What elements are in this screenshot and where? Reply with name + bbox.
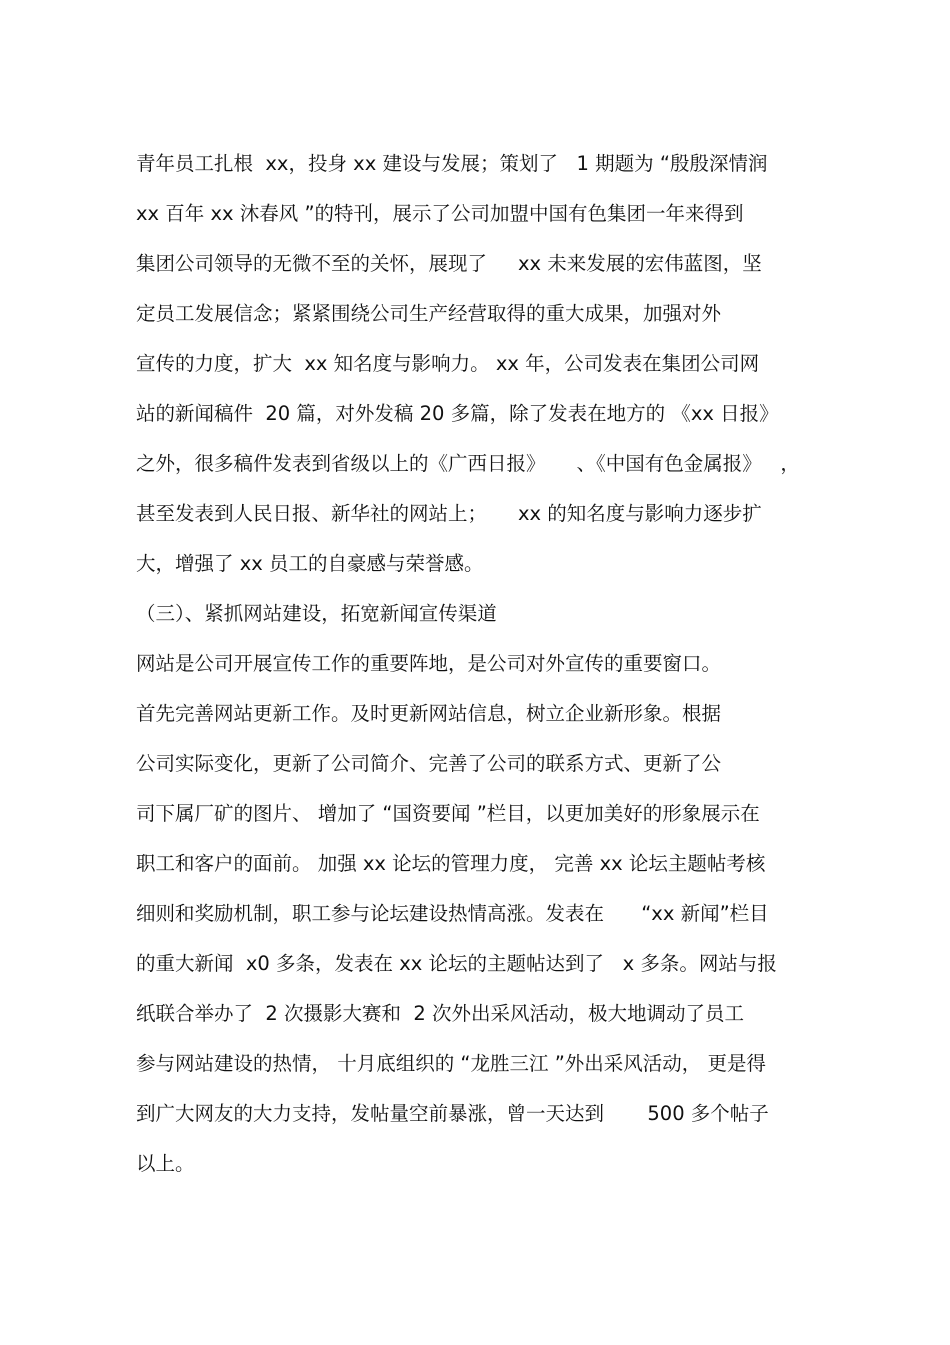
text-line: 司下属厂矿的图片、 增加了 “国资要闻 ”栏目，以更加美好的形象展示在 — [136, 802, 760, 825]
text-line: 细则和奖励机制，职工参与论坛建设热情高涨。发表在 “xx 新闻”栏目 — [136, 902, 769, 925]
text-line: 站的新闻稿件 20 篇，对外发稿 20 多篇，除了发表在地方的 《xx 日报》 — [136, 402, 779, 425]
text-line: 以上。 — [136, 1152, 195, 1175]
text-line: 青年员工扎根 xx，投身 xx 建设与发展；策划了 1 期题为 “殷殷深情润 — [136, 152, 768, 175]
text-line: 集团公司领导的无微不至的关怀，展现了 xx 未来发展的宏伟蓝图，坚 — [136, 252, 762, 275]
text-line: 定员工发展信念；紧紧围绕公司生产经营取得的重大成果，加强对外 — [136, 302, 722, 325]
text-line: 甚至发表到人民日报、新华社的网站上； xx 的知名度与影响力逐步扩 — [136, 502, 762, 525]
text-line: 公司实际变化，更新了公司简介、完善了公司的联系方式、更新了公 — [136, 752, 722, 775]
text-line: 纸联合举办了 2 次摄影大赛和 2 次外出采风活动，极大地调动了员工 — [136, 1002, 745, 1025]
text-line: 之外，很多稿件发表到省级以上的《广西日报》 、《中国有色金属报》 ， — [136, 452, 800, 475]
text-line: 职工和客户的面前。 加强 xx 论坛的管理力度， 完善 xx 论坛主题帖考核 — [136, 852, 766, 875]
text-line: 网站是公司开展宣传工作的重要阵地，是公司对外宣传的重要窗口。 — [136, 652, 722, 675]
text-line: 首先完善网站更新工作。及时更新网站信息，树立企业新形象。根据 — [136, 702, 722, 725]
text-line: 宣传的力度，扩大 xx 知名度与影响力。 xx 年，公司发表在集团公司网 — [136, 352, 760, 375]
text-line: xx 百年 xx 沐春风 ”的特刊，展示了公司加盟中国有色集团一年来得到 — [136, 202, 744, 225]
text-line: 大，增强了 xx 员工的自豪感与荣誉感。 — [136, 552, 484, 575]
text-line: 的重大新闻 x0 多条，发表在 xx 论坛的主题帖达到了 x 多条。网站与报 — [136, 952, 777, 975]
text-line: 到广大网友的大力支持，发帖量空前暴涨，曾一天达到 500 多个帖子 — [136, 1102, 769, 1125]
text-line: 参与网站建设的热情， 十月底组织的 “龙胜三江 ”外出采风活动， 更是得 — [136, 1052, 766, 1075]
body-text — [136, 143, 836, 1193]
section-heading: （三）、紧抓网站建设，拓宽新闻宣传渠道 — [136, 602, 497, 625]
